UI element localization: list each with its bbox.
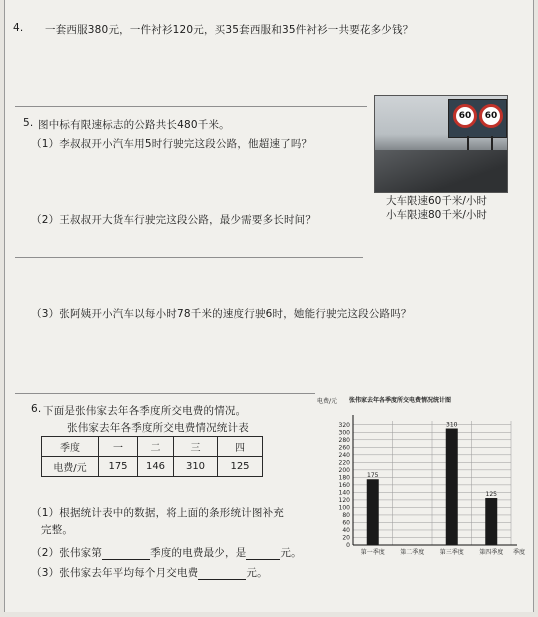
electricity-fee-bar-chart [315,393,525,563]
q5-sub2: （2）王叔叔开大货车行驶完这段公路，最少需要多长时间？ [31,214,317,226]
table-cell: 125 [218,457,263,477]
y-tick-label: 320 [338,421,350,429]
answer-blank[interactable] [246,548,280,560]
y-tick-label: 200 [338,466,350,474]
caption-large-vehicle: 大车限速60千米/小时 [386,195,487,207]
chart-title: 张伟家去年各季度所交电费情况统计图 [349,397,452,404]
y-tick-label: 20 [342,534,350,542]
bar-data-label: 175 [367,472,379,480]
y-tick-label: 0 [346,542,350,549]
y-tick-label: 140 [338,489,350,497]
y-tick-label: 260 [338,444,350,452]
y-tick-label: 240 [338,451,350,459]
table-row [42,437,263,457]
q6-sub3 [31,565,268,580]
table-cell: 电费/元 [42,457,99,477]
y-tick-label: 220 [338,459,350,467]
q6-sub1-line1: （1）根据统计表中的数据，将上面的条形统计图补充 [31,507,284,519]
q4-text: 一套西服380元，一件衬衫120元，买35套西服和35件衬衫一共要花多少钱？ [45,24,414,36]
q6-sub3-part2: 元。 [246,567,268,579]
divider [15,393,315,394]
q6-intro: 下面是张伟家去年各季度所交电费的情况。 [43,405,247,417]
table-cell: 三 [174,437,218,457]
x-tick-label: 第二季度 [400,549,425,556]
y-tick-label: 280 [338,436,350,444]
x-tick-label: 第四季度 [479,549,504,556]
worksheet-page [4,0,534,612]
answer-blank[interactable] [102,548,150,560]
table-cell: 季度 [42,437,99,457]
caption-small-vehicle: 小车限速80千米/小时 [386,209,487,221]
y-axis-label: 电费/元 [317,398,338,405]
q6-sub2-part2: 季度的电费最少，是 [150,547,247,559]
bar-data-label: 310 [446,421,458,429]
q6-number: 6. [31,403,42,415]
answer-blank[interactable] [198,568,246,580]
q6-table-title: 张伟家去年各季度所交电费情况统计表 [67,422,249,434]
y-tick-label: 300 [338,429,350,437]
divider [15,106,367,107]
q6-sub2-part1: （2）张伟家第 [31,547,103,559]
table-cell: 175 [99,457,138,477]
q4-number: 4. [13,22,24,34]
q5-intro: 图中标有限速标志的公路共长480千米。 [38,119,230,131]
y-tick-label: 60 [342,519,350,527]
chart-svg [315,393,525,563]
divider [15,257,363,258]
q6-sub1-line2: 完整。 [41,524,74,536]
x-tick-label: 第三季度 [439,549,464,556]
table-cell: 四 [218,437,263,457]
q5-number: 5. [23,117,34,129]
x-tick-label: 第一季度 [360,549,385,556]
y-tick-label: 40 [342,526,350,534]
y-tick-label: 120 [338,496,350,504]
bar-data-label: 125 [485,491,497,499]
q6-sub2-part3: 元。 [280,547,302,559]
q6-sub3-part1: （3）张伟家去年平均每个月交电费 [31,567,199,579]
table-cell: 310 [174,457,218,477]
table-cell: 二 [138,437,174,457]
x-axis-label: 季度 [513,549,525,556]
y-tick-label: 80 [342,511,350,519]
road [375,150,507,192]
y-tick-label: 180 [338,474,350,482]
speed-limit-sign-left: 60 [453,104,477,128]
bar-1 [367,479,379,545]
y-tick-label: 100 [338,504,350,512]
q6-sub2 [31,545,302,560]
electricity-fee-table [41,436,263,477]
table-cell: 一 [99,437,138,457]
table-cell: 146 [138,457,174,477]
q5-sub1: （1）李叔叔开小汽车用5时行驶完这段公路，他超速了吗？ [31,138,313,150]
speed-limit-sign-right: 60 [479,104,503,128]
speed-limit-sign [448,99,507,138]
q5-sub3: （3）张阿姨开小汽车以每小时78千米的速度行驶6时，她能行驶完这段公路吗？ [31,308,412,320]
table-row [42,457,263,477]
y-tick-label: 160 [338,481,350,489]
bar-4 [485,498,497,545]
speed-limit-photo [374,95,508,193]
bar-3 [446,429,458,545]
